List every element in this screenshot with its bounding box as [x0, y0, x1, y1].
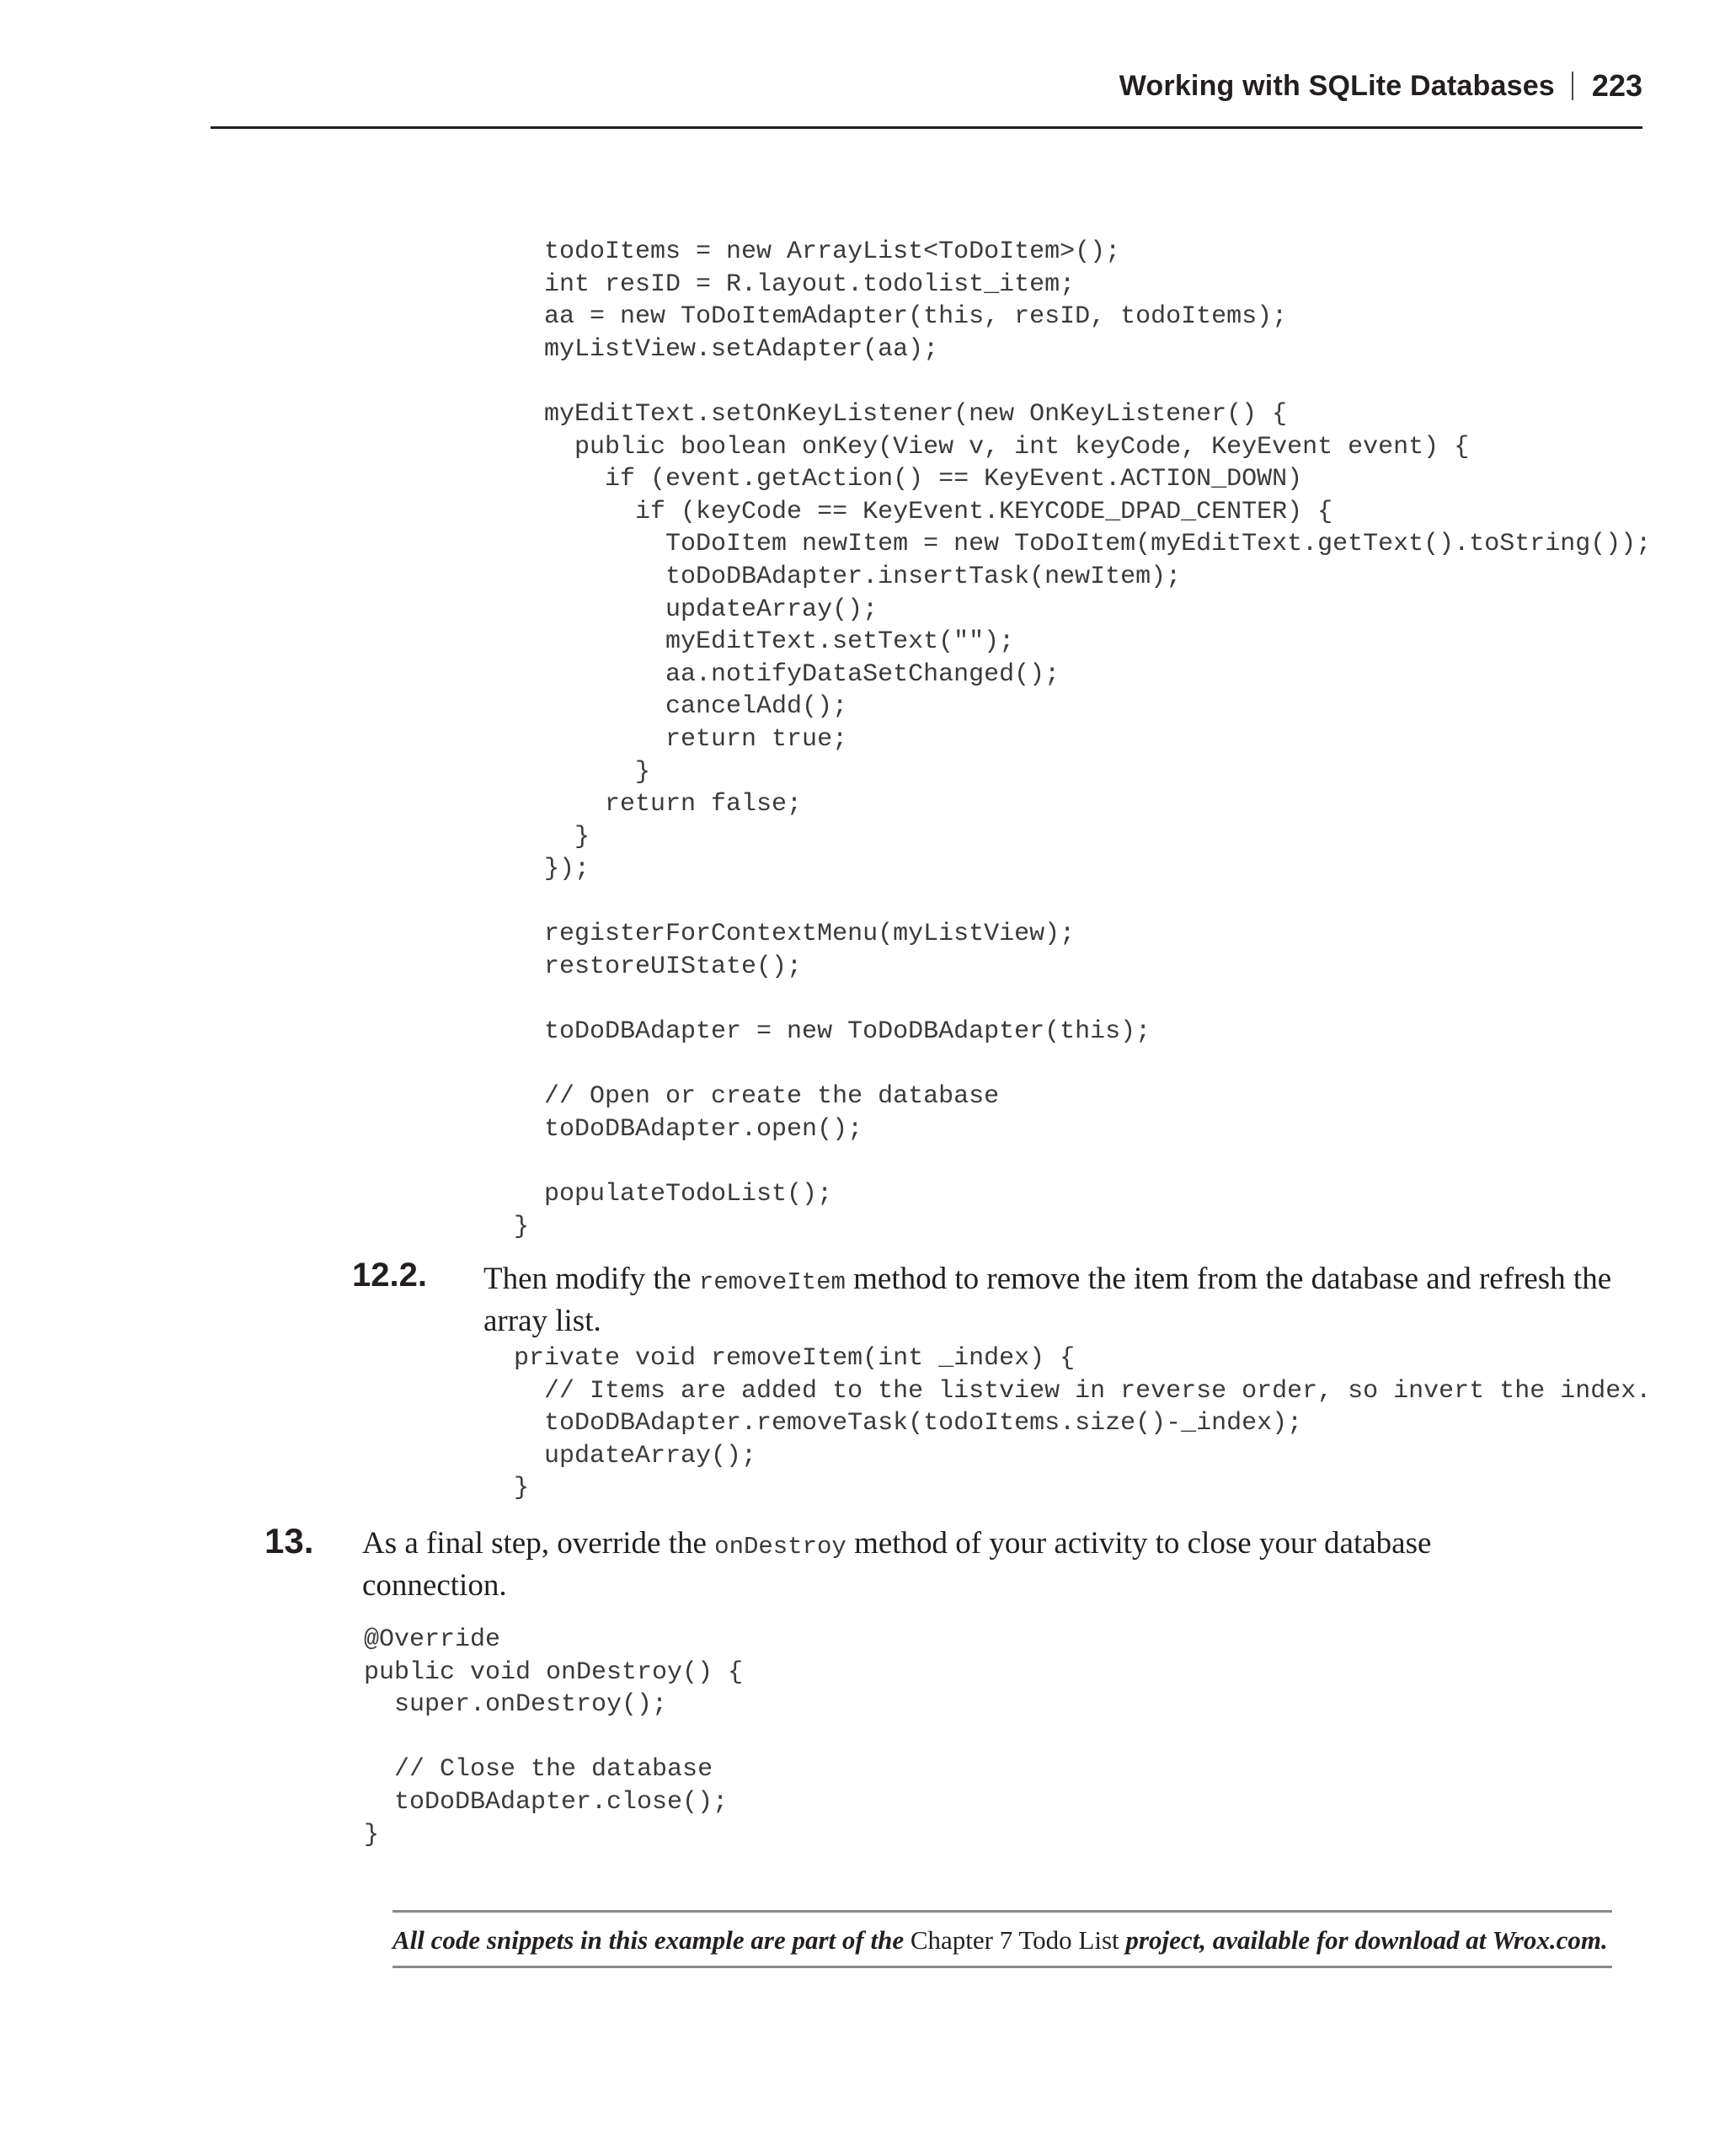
step-13-text-before: As a final step, override the [362, 1526, 715, 1561]
header-separator [1572, 72, 1573, 100]
step-12-2-text-before: Then modify the [483, 1262, 699, 1296]
step-number-13: 13. [264, 1521, 314, 1561]
running-header [1119, 61, 1642, 111]
step-number-12-2: 12.2. [352, 1257, 427, 1294]
header-rule [211, 126, 1642, 129]
inline-code-removeitem: removeItem [698, 1268, 846, 1296]
note-text-1: All code snippets in this example are part of the [393, 1925, 911, 1955]
code-listing-oncreate: todoItems = new ArrayList<ToDoItem>(); int resID = R.layout.todolist_item; aa = new ToDoItemAdapter(this, resID, todoItems); myListView.setAdapter(aa); myEditText.setOnKeyListener(new OnKeyListener() { public boolean onKey(View v, int keyCode, KeyEvent event) { if (event.getAction() == KeyEvent.ACTION_DOWN) if (keyCode == KeyEvent.KEYCODE_DPAD_CENTER) { ToDoItem newItem = new ToDoItem(myEditText.getText().toString()); toDoDBAdapter.insertTask(newItem); updateArray(); myEditText.setText(""); aa.notifyDataSetChanged(); cancelAdd(); return true; } return false; } }); registerForContextMenu(myListView); restoreUIState(); toDoDBAdapter = new ToDoDBAdapter(this); // Open or create the database toDoDBAdapter.open(); populateTodoList(); } [514, 237, 1652, 1241]
step-12-2-text [483, 1260, 1646, 1341]
chapter-section-title: Working with SQLite Databases [1119, 69, 1555, 102]
step-13-text [362, 1524, 1558, 1605]
code-listing-ondestroy: @Override public void onDestroy() { super.onDestroy(); // Close the database toDoDBAdapter.close(); } [364, 1625, 744, 1849]
step-13-text-after: method of your activity to close your database connection. [362, 1526, 1432, 1603]
note-rule-bottom [393, 1966, 1612, 1968]
note-text-2: project, available for download at Wrox.com. [1119, 1925, 1608, 1955]
download-note [393, 1924, 1612, 1957]
page-number: 223 [1591, 68, 1642, 103]
step-12-2-text-after: method to remove the item from the database and refresh the array list. [483, 1262, 1612, 1338]
note-project-name: Chapter 7 Todo List [910, 1925, 1119, 1955]
note-rule-top [393, 1910, 1612, 1913]
inline-code-ondestroy: onDestroy [714, 1533, 846, 1561]
code-listing-removeitem: private void removeItem(int _index) { // Items are added to the listview in reverse order, so invert the index. toDoDBAdapter.removeTask(todoItems.size()-_index); updateArray(); } [514, 1344, 1652, 1503]
